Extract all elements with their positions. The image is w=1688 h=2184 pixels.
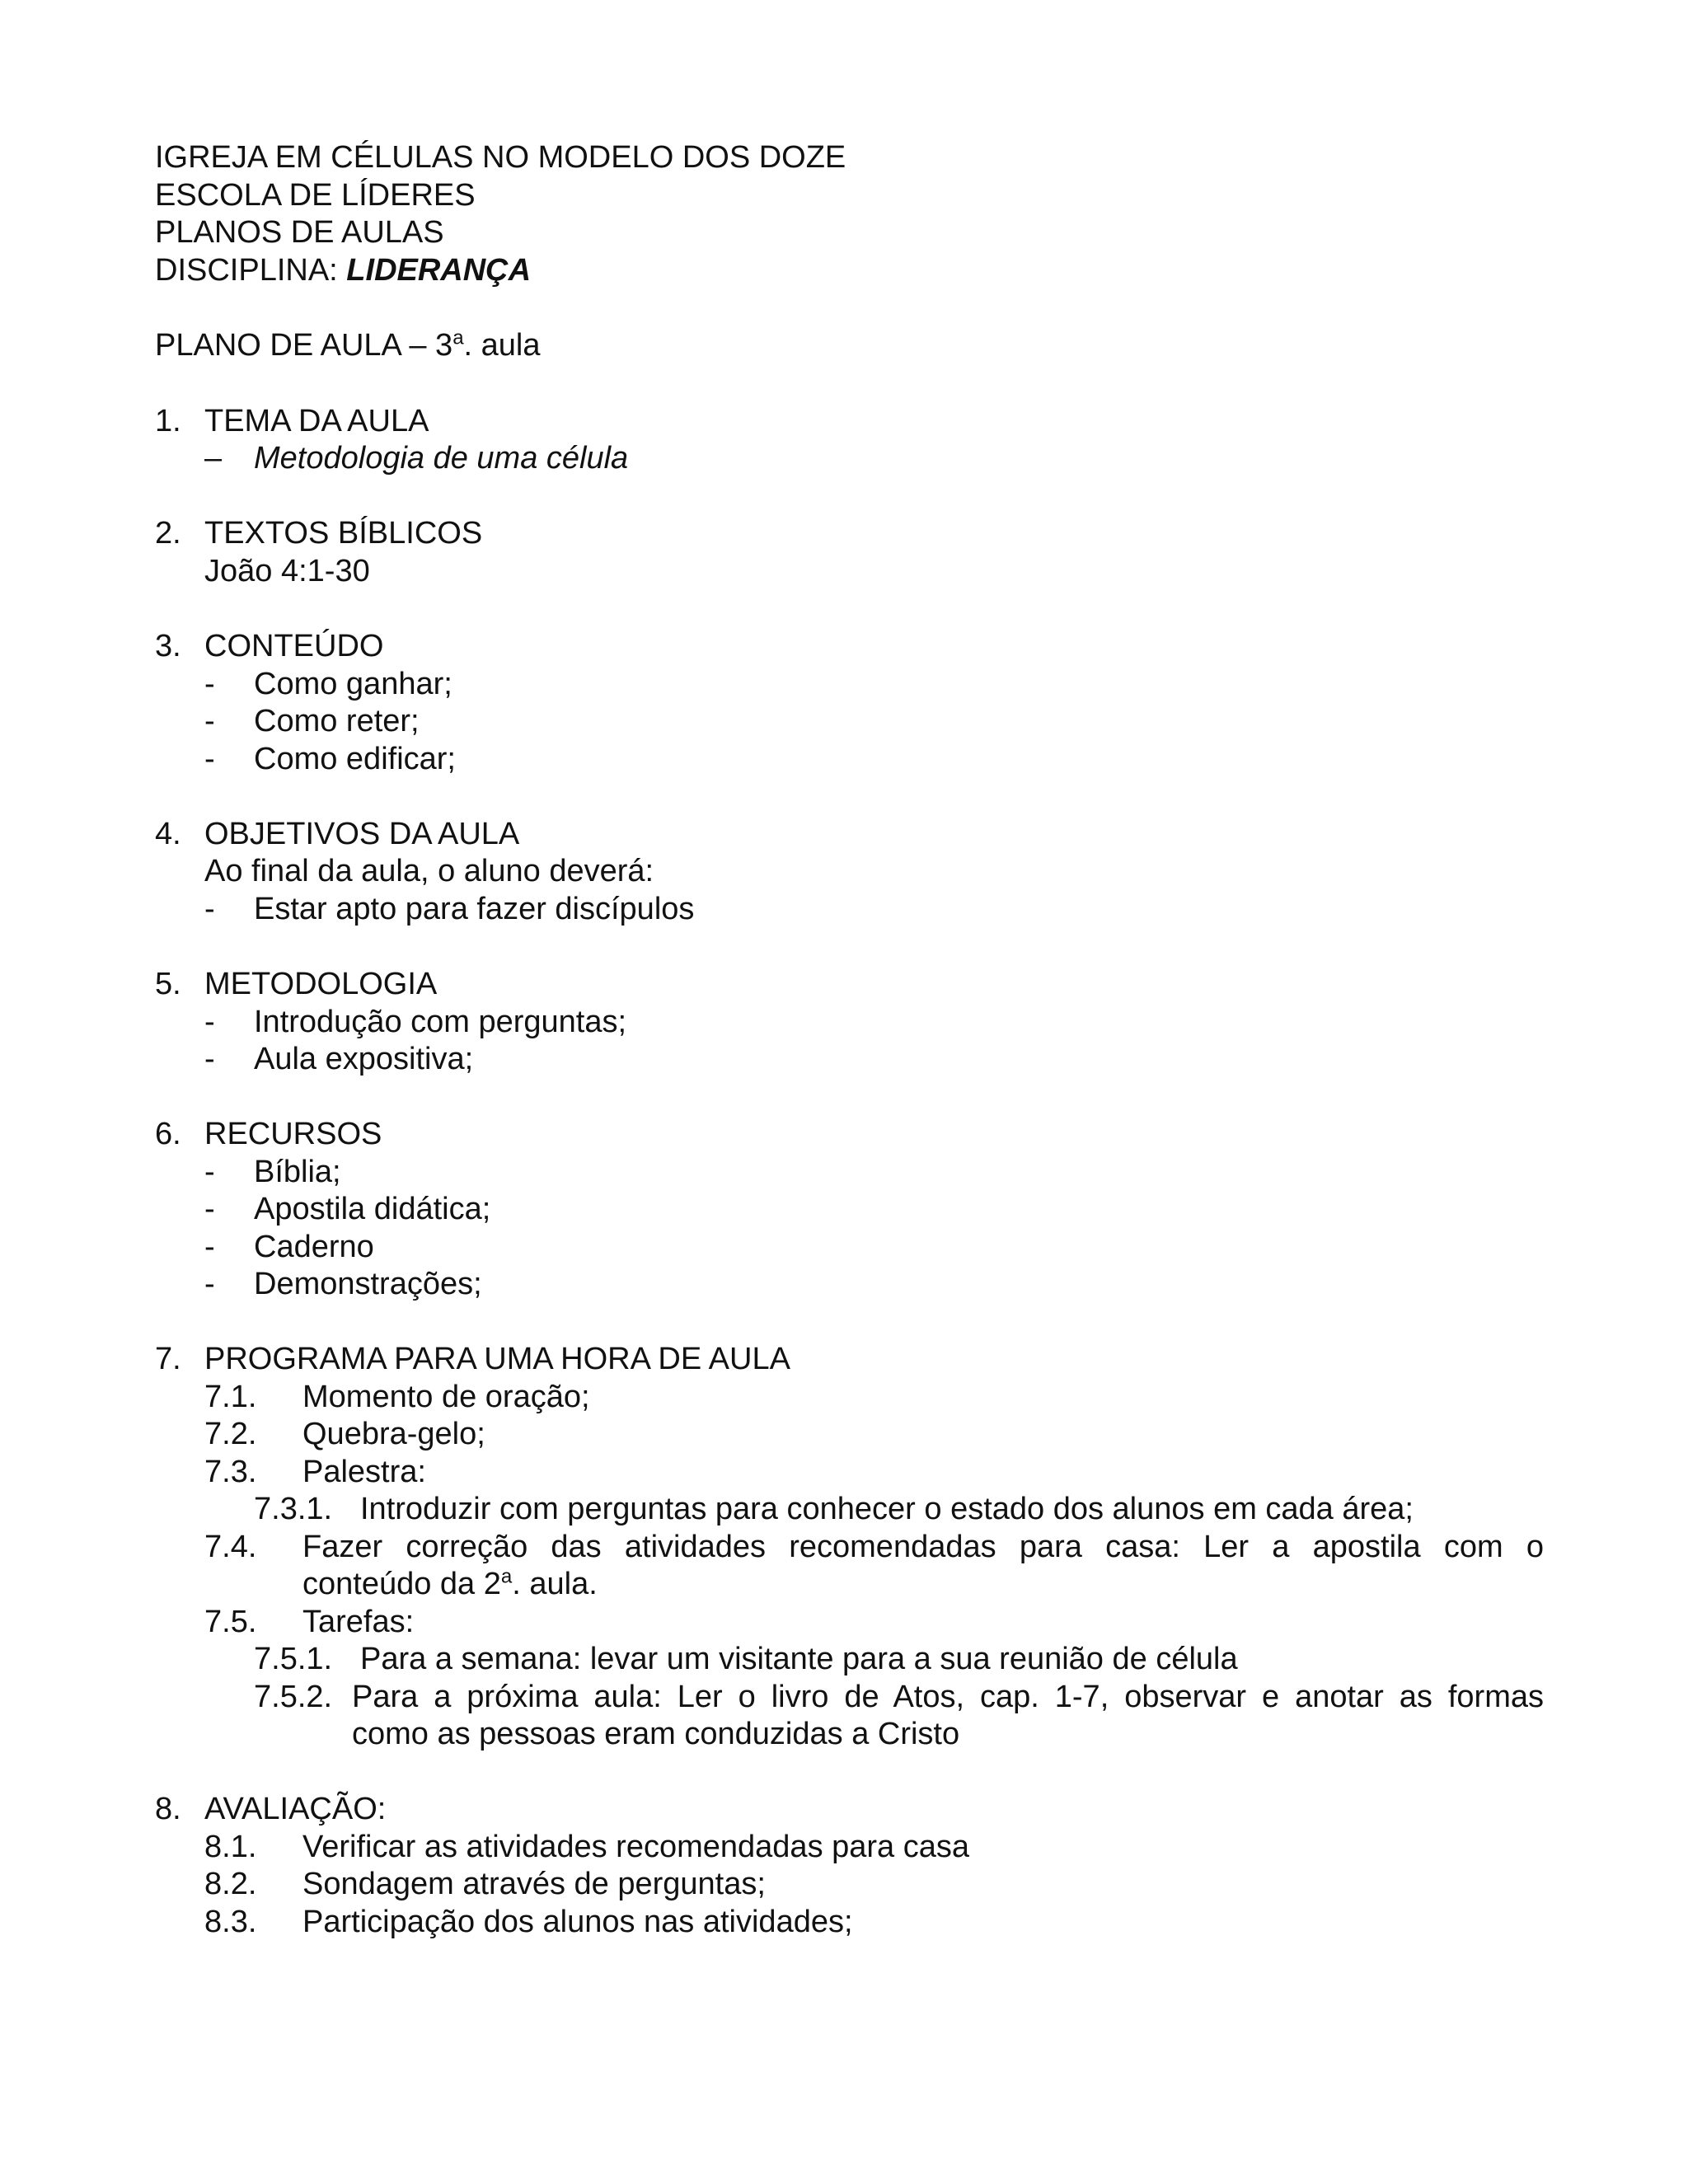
list-bullet: -: [204, 1267, 215, 1301]
subsubitem-number: 7.5.1.: [254, 1642, 333, 1676]
discipline-value: LIDERANÇA: [346, 253, 532, 288]
section-number: 5.: [155, 967, 181, 1001]
section-title: OBJETIVOS DA AULA: [204, 817, 520, 851]
subitem-text: Quebra-gelo;: [302, 1417, 485, 1451]
subitem-number: 7.1.: [204, 1380, 257, 1414]
continuation-ordinal: a: [500, 1565, 513, 1588]
list-item: Aula expositiva;: [254, 1042, 474, 1076]
list-bullet: -: [204, 1005, 215, 1039]
subitem-continuation: [302, 1565, 598, 1603]
section-title: TEMA DA AULA: [204, 404, 429, 438]
subsubitem-text: Para a semana: levar um visitante para a sua reunião de célula: [360, 1642, 1238, 1676]
subsubitem-continuation: como as pessoas eram conduzidas a Cristo: [352, 1717, 960, 1751]
school-title: ESCOLA DE LÍDERES: [155, 178, 476, 213]
subitem-number: 7.2.: [204, 1417, 257, 1451]
list-item: Bíblia;: [254, 1155, 341, 1189]
subitem-text: Tarefas:: [302, 1605, 415, 1639]
section-number: 2.: [155, 516, 181, 551]
lesson-title: [155, 326, 541, 364]
section-title: RECURSOS: [204, 1117, 382, 1151]
subitem-text: Verificar as atividades recomendadas para casa: [302, 1830, 970, 1864]
list-item: Como ganhar;: [254, 667, 452, 701]
section-number: 3.: [155, 629, 181, 663]
list-item: Demonstrações;: [254, 1267, 482, 1301]
subitem-number: 8.2.: [204, 1867, 257, 1901]
list-bullet: –: [204, 441, 223, 476]
list-item: Estar apto para fazer discípulos: [254, 892, 695, 926]
subitem-text: Palestra:: [302, 1455, 426, 1489]
section-title: CONTEÚDO: [204, 629, 384, 663]
list-item: Introdução com perguntas;: [254, 1005, 627, 1039]
subitem-number: 8.1.: [204, 1830, 257, 1864]
bible-reference: João 4:1-30: [204, 554, 370, 588]
list-bullet: -: [204, 1042, 215, 1076]
section-number: 6.: [155, 1117, 181, 1151]
subsubitem-text: Para a próxima aula: Ler o livro de Atos, cap. 1-7, observar e anotar as formas: [352, 1680, 1544, 1714]
lesson-prefix: PLANO DE AULA – 3: [155, 328, 453, 363]
subitem-number: 7.4.: [204, 1530, 257, 1564]
list-bullet: -: [204, 892, 215, 926]
lesson-ordinal: a: [452, 326, 464, 349]
list-bullet: -: [204, 1155, 215, 1189]
subsubitem-text: Introduzir com perguntas para conhecer o estado dos alunos em cada área;: [360, 1492, 1414, 1526]
list-bullet: -: [204, 667, 215, 701]
subitem-number: 8.3.: [204, 1905, 257, 1939]
continuation-suffix: . aula.: [512, 1567, 598, 1601]
list-item: Como edificar;: [254, 742, 456, 776]
subsubitem-number: 7.5.2.: [254, 1680, 333, 1714]
list-bullet: -: [204, 742, 215, 776]
subitem-number: 7.5.: [204, 1605, 257, 1639]
list-item: Apostila didática;: [254, 1192, 491, 1226]
subitem-text: Participação dos alunos nas atividades;: [302, 1905, 853, 1939]
section-title: PROGRAMA PARA UMA HORA DE AULA: [204, 1342, 790, 1376]
section-number: 1.: [155, 404, 181, 438]
lesson-suffix: . aula: [463, 328, 541, 363]
continuation-prefix: conteúdo da 2: [302, 1567, 501, 1601]
subitem-text: Sondagem através de perguntas;: [302, 1867, 766, 1901]
subitem-number: 7.3.: [204, 1455, 257, 1489]
church-title: IGREJA EM CÉLULAS NO MODELO DOS DOZE: [155, 140, 846, 175]
discipline-line: [155, 251, 531, 289]
objectives-intro: Ao final da aula, o aluno deverá:: [204, 854, 654, 888]
list-bullet: -: [204, 1230, 215, 1264]
plans-title: PLANOS DE AULAS: [155, 215, 444, 250]
discipline-label: DISCIPLINA:: [155, 253, 338, 288]
section-title: METODOLOGIA: [204, 967, 438, 1001]
subitem-text: Momento de oração;: [302, 1380, 590, 1414]
list-item: Caderno: [254, 1230, 374, 1264]
list-bullet: -: [204, 1192, 215, 1226]
section-title: TEXTOS BÍBLICOS: [204, 516, 483, 551]
list-item: Como reter;: [254, 704, 420, 738]
list-bullet: -: [204, 704, 215, 738]
subsubitem-number: 7.3.1.: [254, 1492, 333, 1526]
section-title: AVALIAÇÃO:: [204, 1792, 387, 1826]
section-number: 7.: [155, 1342, 181, 1376]
lesson-theme: Metodologia de uma célula: [254, 441, 629, 476]
subitem-text: Fazer correção das atividades recomendadas para casa: Ler a apostila com o: [302, 1530, 1544, 1564]
section-number: 4.: [155, 817, 181, 851]
section-number: 8.: [155, 1792, 181, 1826]
